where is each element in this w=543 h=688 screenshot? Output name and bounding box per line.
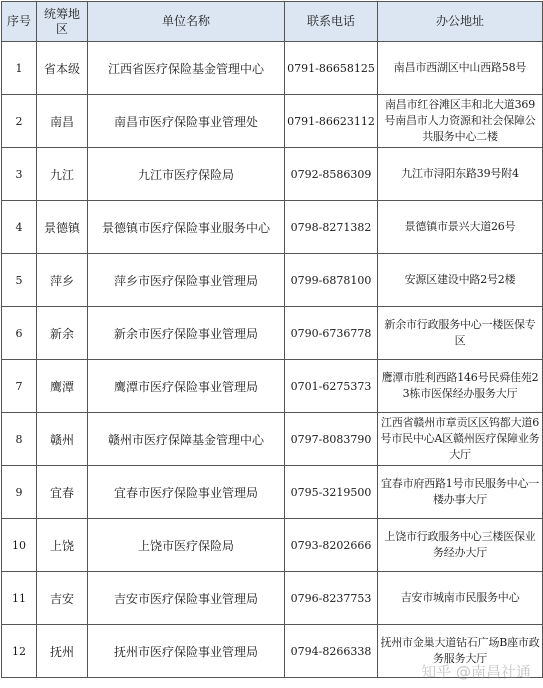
- insurance-office-table: [1, 1, 543, 678]
- cell-region: 赣州: [37, 413, 88, 466]
- cell-region: 宜春: [37, 466, 88, 519]
- table-row: [2, 519, 543, 572]
- cell-unit: 景德镇市医疗保险事业服务中心: [88, 201, 285, 254]
- table-row: [2, 95, 543, 148]
- cell-phone: 0798-8271382: [285, 201, 378, 254]
- header-phone: 联系电话: [285, 2, 378, 42]
- cell-phone: 0797-8083790: [285, 413, 378, 466]
- cell-unit: 鹰潭市医疗保险事业管理局: [88, 360, 285, 413]
- watermark-text: 知乎 @南昌社通: [421, 663, 531, 681]
- cell-region: 吉安: [37, 572, 88, 625]
- cell-index: 3: [2, 148, 37, 201]
- cell-address: 上饶市行政服务中心三楼医保业务经办大厅: [378, 519, 543, 572]
- cell-unit: 赣州市医疗保障基金管理中心: [88, 413, 285, 466]
- header-index: 序号: [2, 2, 37, 42]
- cell-index: 8: [2, 413, 37, 466]
- cell-region: 抚州: [37, 625, 88, 678]
- cell-address: 江西省赣州市章贡区区钨都大道6号市民中心A区赣州医疗保障业务大厅: [378, 413, 543, 466]
- cell-region: 新余: [37, 307, 88, 360]
- table-row: [2, 148, 543, 201]
- cell-index: 10: [2, 519, 37, 572]
- cell-index: 7: [2, 360, 37, 413]
- cell-region: 上饶: [37, 519, 88, 572]
- cell-unit: 九江市医疗保险局: [88, 148, 285, 201]
- cell-address: 宜春市府西路1号市民服务中心一楼办事大厅: [378, 466, 543, 519]
- cell-index: 5: [2, 254, 37, 307]
- cell-phone: 0795-3219500: [285, 466, 378, 519]
- table-row: [2, 307, 543, 360]
- table-row: [2, 201, 543, 254]
- header-unit: 单位名称: [88, 2, 285, 42]
- cell-phone: 0796-8237753: [285, 572, 378, 625]
- cell-address: 新余市行政服务中心一楼医保专区: [378, 307, 543, 360]
- table-row: [2, 42, 543, 95]
- header-address: 办公地址: [378, 2, 543, 42]
- cell-phone: 0791-86658125: [285, 42, 378, 95]
- cell-address: 九江市浔阳东路39号附4: [378, 148, 543, 201]
- cell-unit: 新余市医疗保险事业管理局: [88, 307, 285, 360]
- cell-index: 2: [2, 95, 37, 148]
- cell-index: 4: [2, 201, 37, 254]
- header-row: [2, 2, 543, 42]
- table-row: [2, 572, 543, 625]
- table-row: [2, 254, 543, 307]
- cell-index: 1: [2, 42, 37, 95]
- cell-unit: 宜春市医疗保险事业管理局: [88, 466, 285, 519]
- table-row: [2, 625, 543, 678]
- cell-address: 南昌市西湖区中山西路58号: [378, 42, 543, 95]
- cell-phone: 0793-8202666: [285, 519, 378, 572]
- cell-phone: 0701-6275373: [285, 360, 378, 413]
- cell-unit: 上饶市医疗保险局: [88, 519, 285, 572]
- table-row: [2, 360, 543, 413]
- cell-index: 6: [2, 307, 37, 360]
- cell-phone: 0794-8266338: [285, 625, 378, 678]
- cell-region: 鹰潭: [37, 360, 88, 413]
- cell-phone: 0792-8586309: [285, 148, 378, 201]
- cell-unit: 南昌市医疗保险事业管理处: [88, 95, 285, 148]
- table-row: [2, 413, 543, 466]
- cell-unit: 江西省医疗保险基金管理中心: [88, 42, 285, 95]
- cell-phone: 0791-86623112: [285, 95, 378, 148]
- cell-index: 9: [2, 466, 37, 519]
- cell-address: 鹰潭市胜利西路146号民舜佳苑23栋市医保经办服务大厅: [378, 360, 543, 413]
- cell-phone: 0790-6736778: [285, 307, 378, 360]
- cell-address: 安源区建设中路2号2楼: [378, 254, 543, 307]
- cell-address: 吉安市城南市民服务中心: [378, 572, 543, 625]
- cell-address: 景德镇市景兴大道26号: [378, 201, 543, 254]
- cell-address: 南昌市红谷滩区丰和北大道369号南昌市人力资源和社会保障公共服务中心二楼: [378, 95, 543, 148]
- cell-index: 11: [2, 572, 37, 625]
- cell-unit: 萍乡市医疗保险事业管理局: [88, 254, 285, 307]
- cell-region: 南昌: [37, 95, 88, 148]
- cell-address: 抚州市金巢大道钻石广场B座市政务服务大厅: [378, 625, 543, 678]
- header-region: 统筹地区: [37, 2, 88, 42]
- cell-unit: 吉安市医疗保险事业管理局: [88, 572, 285, 625]
- cell-region: 九江: [37, 148, 88, 201]
- cell-region: 省本级: [37, 42, 88, 95]
- cell-region: 萍乡: [37, 254, 88, 307]
- cell-phone: 0799-6878100: [285, 254, 378, 307]
- cell-region: 景德镇: [37, 201, 88, 254]
- cell-index: 12: [2, 625, 37, 678]
- cell-unit: 抚州市医疗保险事业管理局: [88, 625, 285, 678]
- table-row: [2, 466, 543, 519]
